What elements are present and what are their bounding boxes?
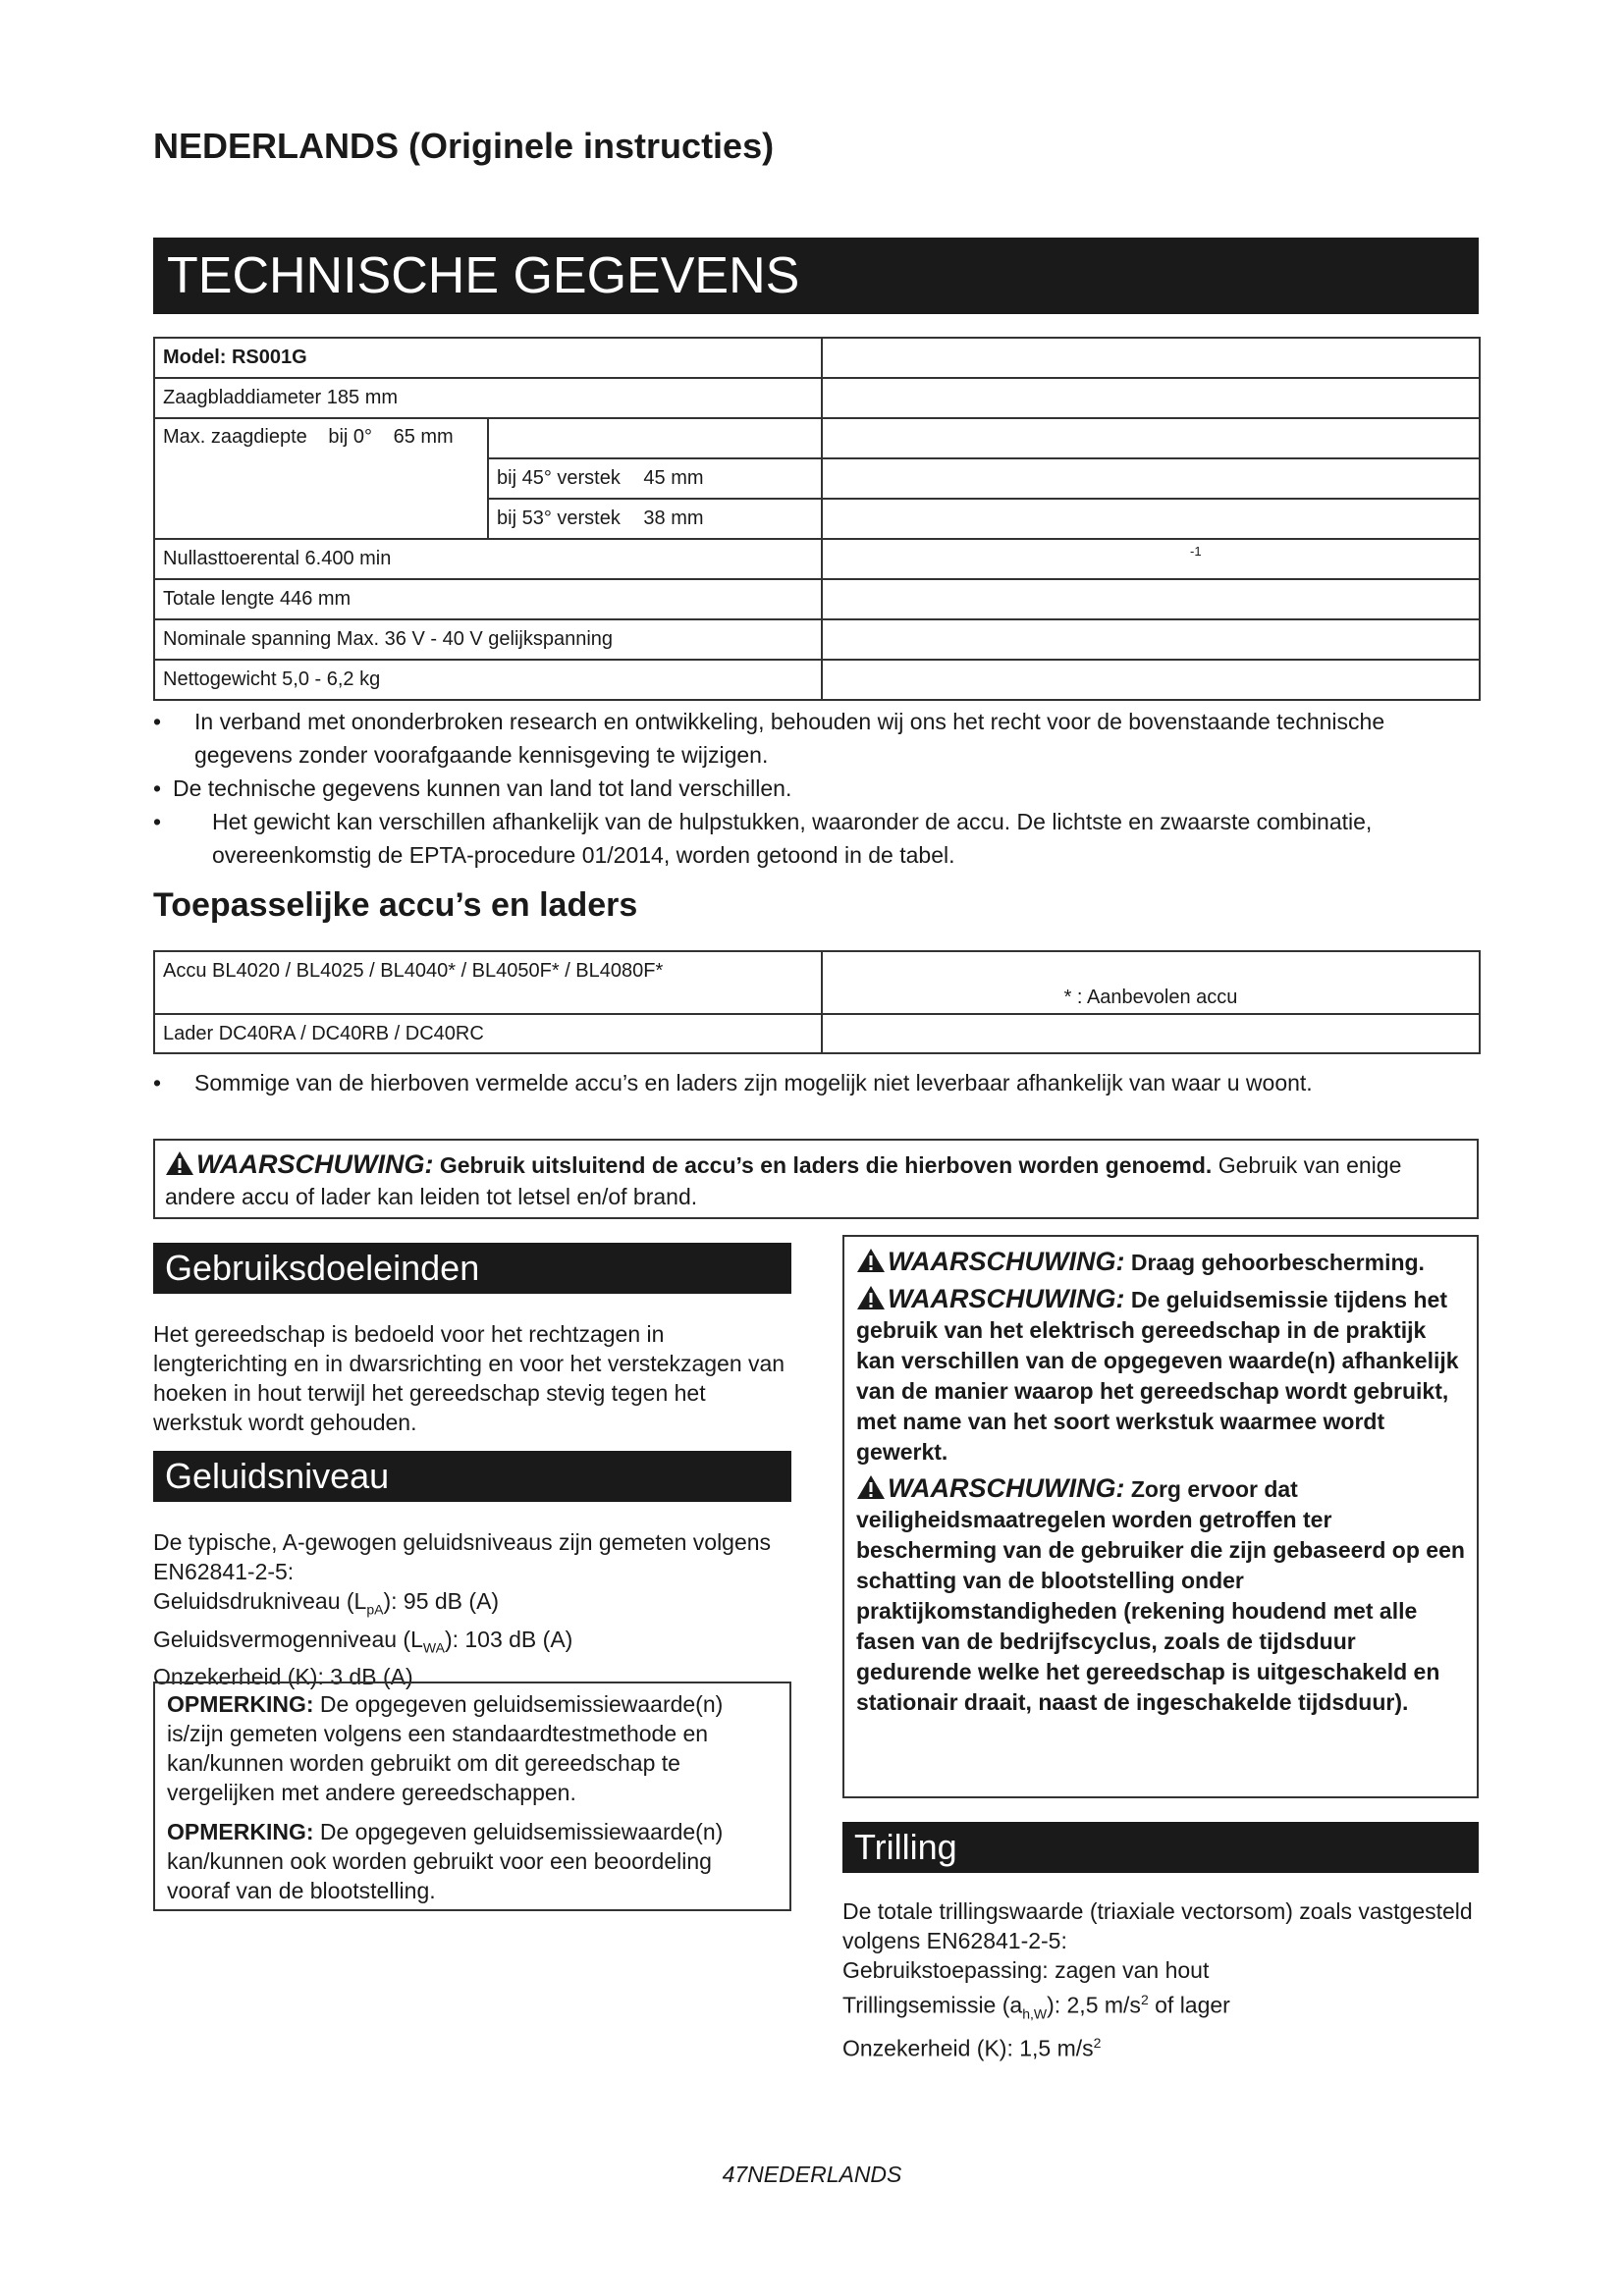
vibration-mode: Gebruikstoepassing: zagen van hout <box>842 1957 1210 1983</box>
depth-45-value: 45 mm <box>643 467 704 489</box>
section-title-noise: Geluidsniveau <box>153 1451 791 1502</box>
language-title: NEDERLANDS (Originele instructies) <box>153 126 775 166</box>
charger-cell: Lader DC40RA / DC40RB / DC40RC <box>154 1014 822 1053</box>
bullet: • <box>153 1070 162 1095</box>
note-text: De opgegeven geluidsemissiewaarde(n) kan/kunnen ook worden gebruikt voor een beoordeling vooraf van de blootstelling. <box>167 1819 724 1903</box>
page-footer: 47NEDERLANDS <box>722 2162 902 2187</box>
net-weight-cell: Nettogewicht 5,0 - 6,2 kg <box>154 660 822 700</box>
list-item <box>153 705 1479 772</box>
empty-cell <box>822 418 1480 458</box>
table-row <box>154 378 1480 418</box>
no-load-speed-sup-cell <box>822 539 1480 579</box>
vibration-uncertainty-sup: 2 <box>1093 2035 1102 2052</box>
max-depth-cell <box>154 418 488 539</box>
empty-cell <box>822 458 1480 499</box>
availability-text: Sommige van de hierboven vermelde accu’s en laders zijn mogelijk niet leverbaar afhankelijk van waar u woont. <box>194 1070 1313 1095</box>
sound-pressure-sub: pA <box>366 1601 384 1618</box>
warning-item <box>856 1247 1465 1278</box>
noise-block <box>153 1527 791 1691</box>
vibration-emission-label: Trillingsemissie (a <box>842 1992 1023 2018</box>
table-row <box>154 338 1480 378</box>
empty-cell <box>822 499 1480 539</box>
empty-cell <box>488 418 822 458</box>
table-row <box>154 951 1480 1014</box>
depth-0-label: bij 0° <box>328 426 373 448</box>
no-load-speed-sup: -1 <box>1190 544 1202 559</box>
noise-warning-box <box>842 1235 1479 1798</box>
list-item <box>153 772 1479 805</box>
battery-warning-box <box>153 1139 1479 1219</box>
warning-item <box>856 1284 1465 1468</box>
bullet: • <box>153 709 162 734</box>
note-text: In verband met ononderbroken research en ontwikkeling, behouden wij ons het recht voor de bovenstaande technische gegevens zonder voorafgaande kennisgeving te wijzigen. <box>194 709 1385 768</box>
table-row <box>154 418 1480 458</box>
vibration-emission-tail: of lager <box>1148 1992 1230 2018</box>
warning-label: WAARSCHUWING: <box>888 1247 1125 1276</box>
recommended-cell: * : Aanbevolen accu <box>822 951 1480 1014</box>
warning-text: Gebruik van enige andere accu of lader kan leiden tot letsel en/of brand. <box>165 1152 1402 1209</box>
model-cell: Model: RS001G <box>154 338 822 378</box>
vibration-intro: De totale trillingswaarde (triaxiale vectorsom) zoals vastgesteld volgens EN62841-2-5: <box>842 1898 1473 1953</box>
warning-label: WAARSCHUWING: <box>196 1149 434 1179</box>
bullet: • <box>153 775 162 801</box>
sound-pressure-value: ): 95 dB (A) <box>383 1588 500 1614</box>
empty-cell <box>822 338 1480 378</box>
empty-cell <box>822 579 1480 619</box>
table-row <box>154 579 1480 619</box>
total-length-cell: Totale lengte 446 mm <box>154 579 822 619</box>
note-text: De technische gegevens kunnen van land tot land verschillen. <box>173 775 792 801</box>
noise-note-1 <box>167 1689 778 1807</box>
warning-text: Zorg ervoor dat veiligheidsmaatregelen worden getroffen ter bescherming van de gebruiker die zijn gebaseerd op een schatting van de blootstelling onder praktijkomstandigheden (rekening houdend met alle fasen van de bedrijfscyclus, zoals de tijdsduur gedurende welke het gereedschap is uitgeschakeld en stationair draait, naast de ingeschakelde tijdsduur). <box>856 1476 1465 1715</box>
warning-text: De geluidsemissie tijdens het gebruik van het elektrisch gereedschap in de praktijk kan verschillen van de opgegeven waarde(n) afhankelijk van de manier waarop het gereedschap wordt gebruikt, met name van het soort werkstuk waarmee wordt gewerkt. <box>856 1287 1459 1465</box>
spec-notes <box>153 705 1479 872</box>
table-row <box>154 660 1480 700</box>
noise-note-box <box>153 1682 791 1911</box>
warning-label: WAARSCHUWING: <box>888 1473 1125 1503</box>
section-title-intended-use: Gebruiksdoeleinden <box>153 1243 791 1294</box>
empty-cell <box>822 619 1480 660</box>
vibration-emission-line <box>842 1985 1479 2028</box>
note-label: OPMERKING: <box>167 1819 314 1844</box>
warning-item <box>856 1473 1465 1718</box>
sound-pressure-label: Geluidsdrukniveau (L <box>153 1588 367 1614</box>
availability-note <box>153 1067 1479 1098</box>
vibration-emission-sup: 2 <box>1140 1992 1149 2007</box>
warning-label: WAARSCHUWING: <box>888 1284 1125 1313</box>
depth-45-label: bij 45° verstek <box>497 467 621 489</box>
depth-0-value: 65 mm <box>393 426 454 448</box>
warning-triangle-icon <box>165 1150 194 1176</box>
list-item <box>153 805 1479 872</box>
battery-table <box>153 950 1481 1054</box>
table-row <box>154 619 1480 660</box>
blade-diameter-cell: Zaagbladdiameter 185 mm <box>154 378 822 418</box>
vibration-uncertainty-line <box>842 2028 1479 2063</box>
vibration-uncertainty: Onzekerheid (K): 1,5 m/s <box>842 2035 1094 2061</box>
warning-bold-text: Gebruik uitsluitend de accu’s en laders die hierboven worden genoemd. <box>439 1152 1213 1178</box>
noise-note-2 <box>167 1817 778 1905</box>
batteries-heading: Toepasselijke accu’s en laders <box>153 886 638 924</box>
warning-triangle-icon <box>856 1285 886 1310</box>
section-title-technical-data: TECHNISCHE GEGEVENS <box>153 238 1479 314</box>
rated-voltage-cell: Nominale spanning Max. 36 V - 40 V gelijkspanning <box>154 619 822 660</box>
sound-power-line <box>153 1625 791 1663</box>
noise-intro: De typische, A-gewogen geluidsniveaus zijn gemeten volgens EN62841-2-5: <box>153 1529 772 1584</box>
note-label: OPMERKING: <box>167 1691 314 1717</box>
sound-power-label: Geluidsvermogenniveau (L <box>153 1626 423 1652</box>
warning-triangle-icon <box>856 1474 886 1500</box>
sound-power-value: ): 103 dB (A) <box>444 1626 573 1652</box>
sound-pressure-line <box>153 1586 791 1625</box>
note-text: Het gewicht kan verschillen afhankelijk van de hulpstukken, waaronder de accu. De lichtste en zwaarste combinatie, overeenkomstig de EPTA-procedure 01/2014, worden getoond in de tabel. <box>212 809 1373 868</box>
vibration-emission-value: ): 2,5 m/s <box>1047 1992 1141 2018</box>
note-text: De opgegeven geluidsemissiewaarde(n) is/zijn gemeten volgens een standaardtestmethode en kan/kunnen worden gebruikt om dit gereedschap te vergelijken met andere gereedschappen. <box>167 1691 724 1805</box>
vibration-emission-sub: h,W <box>1022 2005 1048 2022</box>
max-depth-label: Max. zaagdiepte <box>163 426 307 448</box>
depth-53-cell <box>488 499 822 539</box>
noise-uncertainty: Onzekerheid (K): 3 dB (A) <box>153 1664 413 1690</box>
intended-use-text: Het gereedschap is bedoeld voor het rechtzagen in lengterichting en in dwarsrichting en voor het verstekzagen van hoeken in hout terwijl het gereedschap stevig tegen het werkstuk wordt gehouden. <box>153 1321 785 1435</box>
section-title-vibration: Trilling <box>842 1822 1479 1873</box>
no-load-speed-cell: Nullasttoerental 6.400 min <box>154 539 822 579</box>
warning-triangle-icon <box>856 1248 886 1273</box>
battery-cell: Accu BL4020 / BL4025 / BL4040* / BL4050F* / BL4080F* <box>154 951 822 1014</box>
warning-text: Draag gehoorbescherming. <box>1130 1250 1425 1275</box>
empty-cell <box>822 660 1480 700</box>
empty-cell <box>822 378 1480 418</box>
depth-45-cell <box>488 458 822 499</box>
sound-power-sub: WA <box>422 1639 445 1656</box>
vibration-block <box>842 1896 1479 2063</box>
depth-53-value: 38 mm <box>643 507 704 529</box>
bullet: • <box>153 809 162 834</box>
depth-53-label: bij 53° verstek <box>497 507 621 529</box>
spec-table <box>153 337 1481 701</box>
table-row <box>154 1014 1480 1053</box>
table-row <box>154 539 1480 579</box>
empty-cell <box>822 1014 1480 1053</box>
